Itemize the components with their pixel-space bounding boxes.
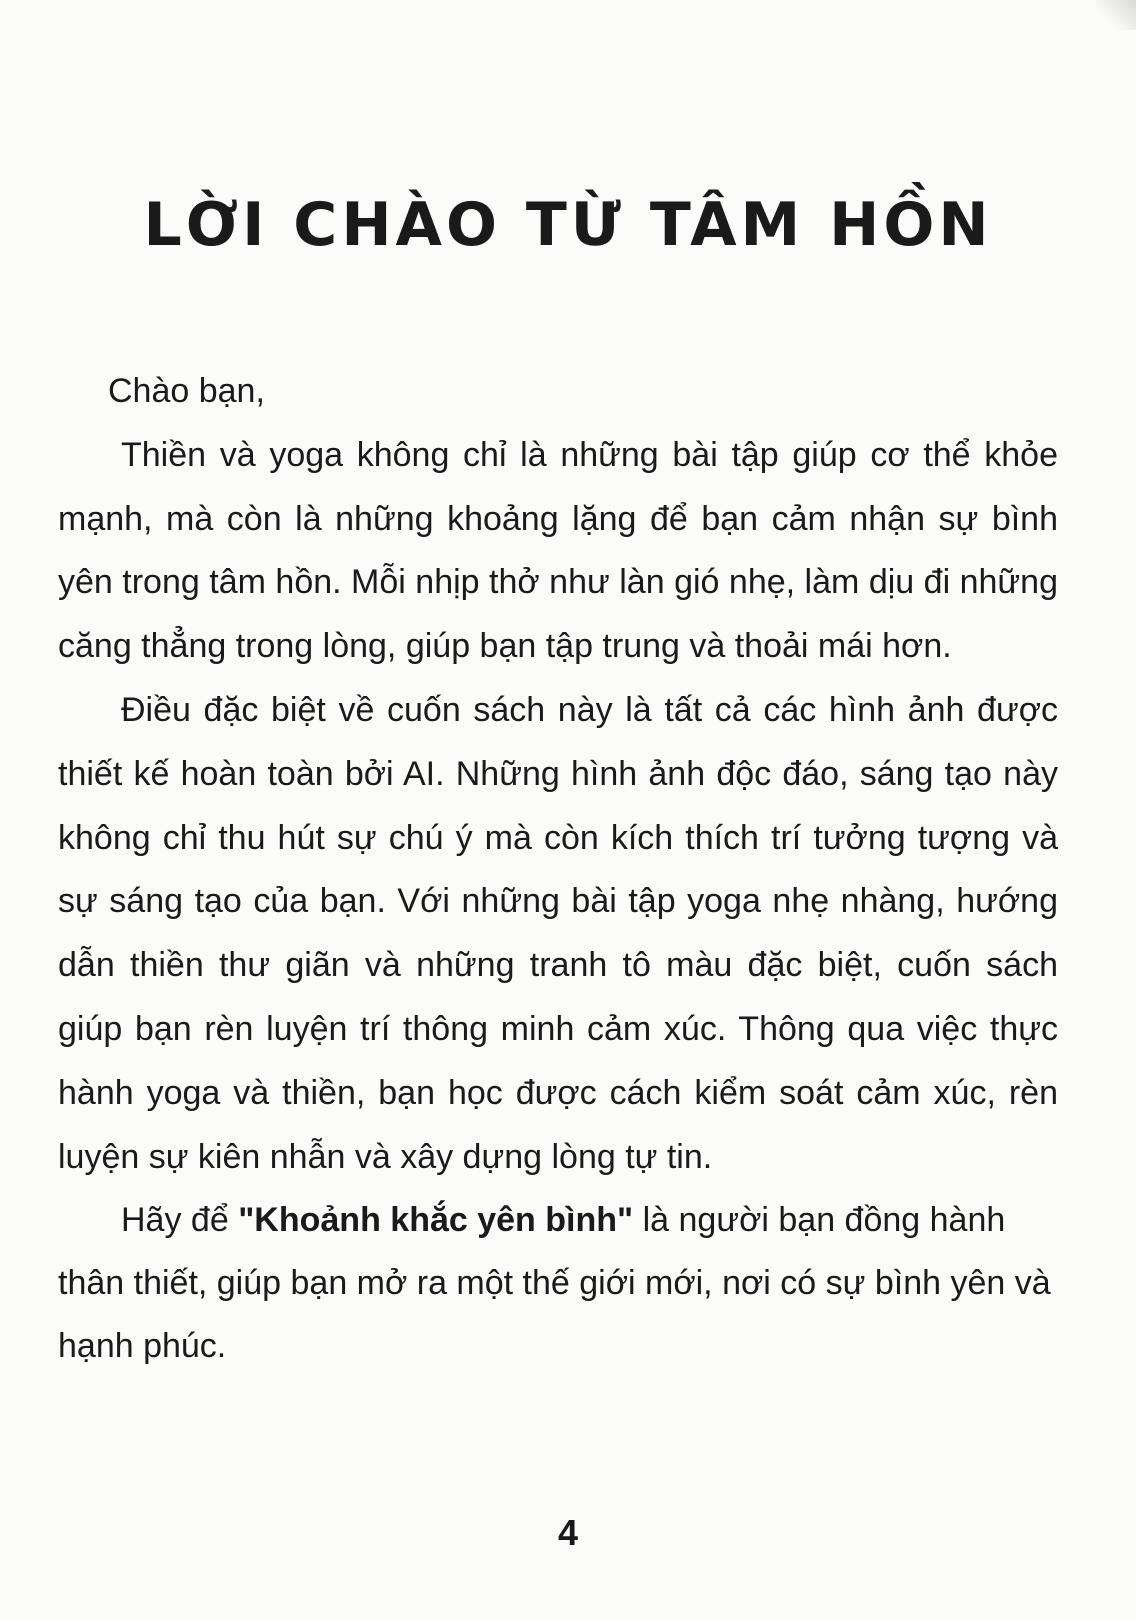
page-title: LỜI CHÀO TỪ TÂM HỒN (143, 190, 993, 260)
greeting: Chào bạn, (108, 372, 265, 410)
paragraph-intro: Thiền và yoga không chỉ là những bài tập giúp cơ thể khỏe mạnh, mà còn là những khoảng lặng để bạn cảm nhận sự bình yên trong tâm hồn. Mỗi nhịp thở như làn gió nhẹ, làm dịu đi những căng thẳng trong lòng, giúp bạn tập trung và thoải mái hơn. (58, 435, 1058, 666)
paragraph-about-book: Điều đặc biệt về cuốn sách này là tất cả các hình ảnh được thiết kế hoàn toàn bởi AI. Những hình ảnh độc đáo, sáng tạo này không chỉ thu hút sự chú ý mà còn kích thích trí tưởng tượng và sự sáng tạo của bạn. Với những bài tập yoga nhẹ nhàng, hướng dẫn thiền thư giãn và những tranh tô màu đặc biệt, cuốn sách giúp bạn rèn luyện trí thông minh cảm xúc. Thông qua việc thực hành yoga và thiền, bạn học được cách kiểm soát cảm xúc, rèn luyện sự kiên nhẫn và xây dựng lòng tự tin. (58, 690, 1058, 1176)
page-number: 4 (557, 1512, 579, 1553)
page-corner-shadow (1096, 0, 1136, 30)
closing-text-before: Hãy để (121, 1201, 239, 1240)
paragraph-closing (58, 1189, 1058, 1378)
closing-text-after: là người bạn đồng hành thân thiết, giúp bạn mở ra một thế giới mới, nơi có sự bình yên và hạnh phúc. (58, 1201, 1051, 1366)
book-title-emphasis: "Khoảnh khắc yên bình" (238, 1201, 634, 1240)
body-text (58, 360, 1058, 1378)
